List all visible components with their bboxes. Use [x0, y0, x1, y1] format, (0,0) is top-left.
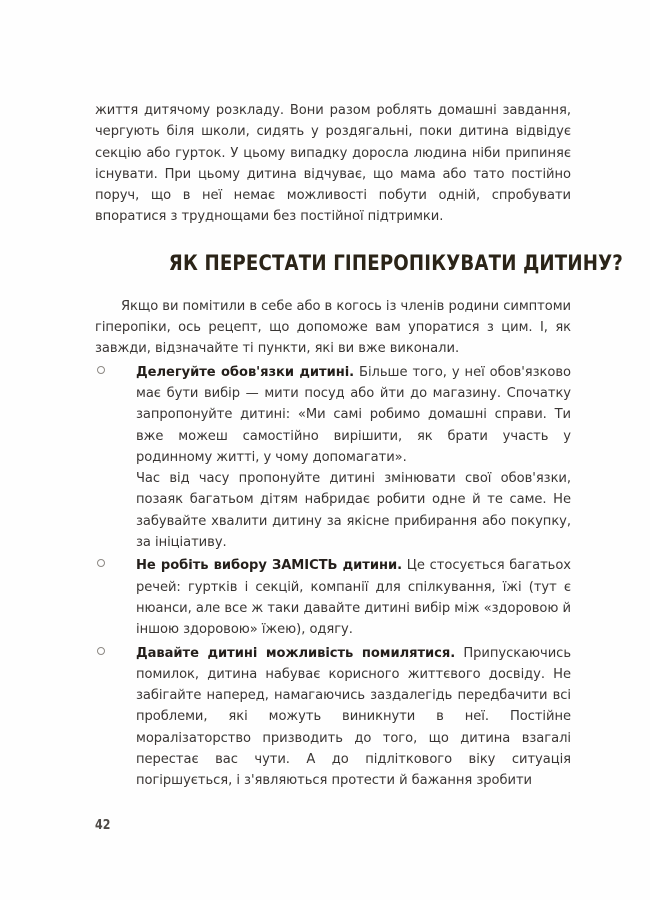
hollow-circle-icon: [97, 366, 105, 374]
list-item-continuation: Час від часу пропонуйте дитині змінювати свої обов'язки, позаяк багатьом дітям набридає робити одне й те саме. Не забувайте хвалити дитину за якісне прибирання або покупку, за ініціативу.: [136, 471, 571, 551]
list-item-lead: Давайте дитині можливість помилятися.: [136, 645, 456, 661]
hollow-circle-icon: [97, 559, 105, 567]
section-heading-container: [95, 250, 624, 277]
list-item: [95, 362, 571, 554]
list-item-text: [136, 555, 571, 640]
list-item: [95, 555, 571, 640]
list-item-body: Це стосується багатьох речей: гуртків і секцій, компанії для спілкування, їжі (тут є нюанси, але все ж таки давайте дитині вибір між «здоровою й іншою здоровою» їжею), одягу.: [136, 558, 571, 638]
list-item-body: Більше того, у неї обов'язково має бути вибір — мити посуд або йти до магазину. Спочатку запропонуйте дитині: «Ми самі робимо домашні справи. Ти вже можеш самостійно вирішити, як брати участь у родинному житті, у чому допомагати».: [136, 364, 571, 465]
recommendations-list: [95, 362, 571, 792]
list-item-lead: Не робіть вибору ЗАМІСТЬ дитини.: [136, 558, 402, 574]
list-item-text: [136, 643, 571, 792]
page-number: 42: [95, 818, 111, 833]
page-content: [95, 100, 624, 792]
list-item-lead: Делегуйте обов'язки дитині.: [136, 364, 355, 380]
page-title: ЯК ПЕРЕСТАТИ ГІПЕРОПІКУВАТИ ДИТИНУ?: [168, 250, 624, 276]
list-item-text: [136, 362, 571, 468]
lead-paragraph: Якщо ви помітили в себе або в когось із членів родини симптоми гіперопіки, ось рецепт, що допоможе вам упоратися з цим. І, як завжди, відзначайте ті пункти, які ви вже виконали.: [95, 298, 571, 357]
list-item-body: Припускаючись помилок, дитина набуває корисного життєвого досвіду. Не забігайте наперед, намагаючись заздалегідь передбачити всі проблеми, які можуть виникнути в неї. Постійне моралізаторство призводить до того, що дитина взагалі перестає вас чути. А до підліткового віку ситуація погіршується, і з'являються протести й бажання зробити: [136, 645, 571, 789]
hollow-circle-icon: [97, 647, 105, 655]
list-item: [95, 643, 571, 792]
intro-paragraph: життя дитячому розкладу. Вони разом роблять домашні завдання, чергують біля школи, сидять у роздягальні, поки дитина відвідує секцію або гурток. У цьому випадку доросла людина ніби припиняє існувати. При цьому дитина відчуває, що мама або тато постійно поруч, що в неї немає можливості побути одній, спробувати впоратися з труднощами без постійної підтримки.: [95, 103, 571, 225]
